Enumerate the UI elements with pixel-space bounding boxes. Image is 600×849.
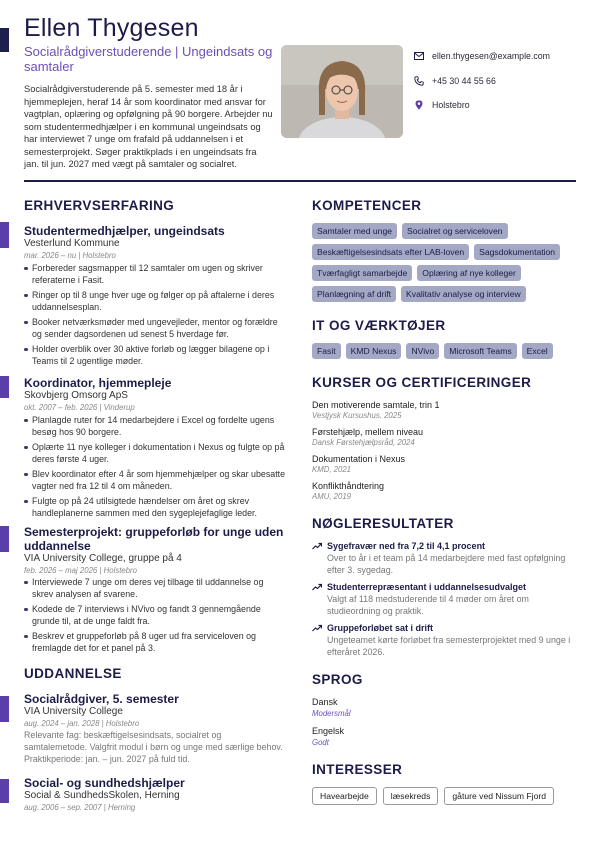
result-title-text: Gruppeforløbet sat i drift — [327, 623, 434, 633]
job-company: VIA University College, gruppe på 4 — [24, 553, 182, 564]
course-org: Dansk Førstehjælpsråd, 2024 — [312, 438, 415, 447]
language-name: Engelsk — [312, 726, 345, 736]
trending-up-icon — [312, 542, 322, 550]
education-school: Social & SundhedsSkolen, Herning — [24, 790, 180, 801]
job-bullet: Blev koordinator efter 4 år som hjemmehjælper og skar ubesatte vagter ned fra 12 til 4 om måneden. — [24, 468, 286, 492]
result-item — [312, 622, 582, 658]
job-company: Vesterlund Kommune — [24, 238, 120, 249]
courses-list — [312, 399, 582, 502]
education-desc: Relevante fag: beskæftigelsesindsats, socialret og samtalemetode. Valgfrit modul i børn og unge med særlige behov. Praktikperiode: jan. – jun. 2027 på fuld tid. — [24, 730, 283, 764]
envelope-icon — [414, 51, 424, 61]
left-column — [24, 198, 286, 813]
trending-up-icon — [312, 583, 322, 591]
result-title — [312, 540, 582, 552]
results-title: NØGLERESULTATER — [312, 516, 454, 531]
job-bullet: Ringer op til 8 unge hver uge og følger op på aftalerne i deres uddannelsesplan. — [24, 289, 286, 313]
courses-title: KURSER OG CERTIFICERINGER — [312, 375, 532, 390]
result-title — [312, 622, 582, 634]
skills-title: KOMPETENCER — [312, 198, 422, 213]
course-name: Konflikthåndtering — [312, 481, 385, 491]
job-entry — [24, 376, 286, 519]
job-meta: feb. 2026 – maj 2026 | Holstebro — [24, 566, 137, 575]
tool-tag: Microsoft Teams — [444, 343, 516, 359]
language-level: Modersmål — [312, 709, 351, 718]
job-accent-bar — [0, 222, 9, 248]
course-name: Dokumentation i Nexus — [312, 454, 406, 464]
interest-tag: Havearbejde — [312, 787, 377, 805]
interest-tag: gåture ved Nissum Fjord — [444, 787, 554, 805]
skill-tag: Beskæftigelsesindsats efter LAB-loven — [312, 244, 469, 260]
language-name: Dansk — [312, 697, 338, 707]
tool-tag: Fasit — [312, 343, 341, 359]
contact-phone[interactable] — [414, 69, 594, 94]
education-meta: aug. 2006 – sep. 2007 | Herning — [24, 803, 136, 812]
job-title: Studentermedhjælper, ungeindsats — [24, 224, 225, 238]
job-meta: okt. 2007 – feb. 2026 | Vinderup — [24, 403, 135, 412]
job-bullet: Oplærte 11 nye kolleger i dokumentation i Nexus og fulgte op på deres første 4 uger. — [24, 441, 286, 465]
interests-tags — [312, 787, 582, 805]
course-name: Den motiverende samtale, trin 1 — [312, 400, 440, 410]
skill-tag: Samtaler med unge — [312, 223, 397, 239]
education-title-text: Socialrådgiver, 5. semester — [24, 692, 179, 706]
skill-tag: Tværfagligt samarbejde — [312, 265, 412, 281]
results-list — [312, 540, 582, 658]
education-meta: aug. 2024 – jan. 2028 | Holstebro — [24, 719, 140, 728]
person-subtitle: Socialrådgiverstuderende | Ungeindsats og samtaler — [24, 44, 273, 74]
job-bullet: Fulgte op på 24 utilsigtede hændelser om året og skrev handleplanerne sammen med den sygeplejefaglige leder. — [24, 495, 286, 519]
skill-tag: Planlægning af drift — [312, 286, 396, 302]
interests-title: INTERESSER — [312, 762, 403, 777]
tools-tags — [312, 343, 582, 359]
language-item — [312, 725, 582, 748]
course-item — [312, 399, 582, 421]
right-column — [312, 198, 582, 805]
header-accent-bar — [0, 28, 9, 52]
job-bullet: Kodede de 7 interviews i NVivo og fandt 3 gennemgående grunde til, at de unge faldt fra. — [24, 603, 286, 627]
job-bullet: Booker netværksmøder med ungevejleder, mentor og forældre og sender dagsordenen ud senest 5 hverdage før. — [24, 316, 286, 340]
portrait-image-icon — [281, 45, 403, 138]
header-divider — [24, 180, 576, 182]
result-title-text: Sygefravær ned fra 7,2 til 4,1 procent — [327, 541, 486, 551]
result-item — [312, 540, 582, 576]
location-pin-icon — [414, 100, 424, 110]
education-title: UDDANNELSE — [24, 666, 122, 681]
result-desc: Ungeteamet kørte forløbet fra semesterprojektet med 9 unge i efteråret 2026. — [327, 635, 571, 657]
contact-block — [414, 44, 594, 118]
education-entry — [24, 776, 286, 813]
location-text: Holstebro — [432, 100, 470, 111]
result-desc: Valgt af 118 medstuderende til 4 møder om året om studieordning og praktik. — [327, 594, 529, 616]
job-bullet: Interviewede 7 unge om deres vej tilbage til uddannelse og skrev analysen af svarene. — [24, 576, 286, 600]
education-school: VIA University College — [24, 706, 123, 717]
person-name: Ellen Thygesen — [24, 14, 199, 42]
language-item — [312, 696, 582, 719]
language-level: Godt — [312, 738, 329, 747]
course-item — [312, 453, 582, 475]
interest-tag: læsekreds — [383, 787, 439, 805]
result-item — [312, 581, 582, 617]
skills-tags — [312, 223, 582, 302]
email-text: ellen.thygesen@example.com — [432, 51, 550, 62]
job-entry — [24, 525, 286, 654]
job-bullet: Forbereder sagsmapper til 12 samtaler om ugen og skriver referaterne i Fasit. — [24, 262, 286, 286]
contact-location — [414, 93, 594, 118]
result-desc: Over to år i et team på 14 medarbejdere med fast opfølgning efter 3. sygedag. — [327, 553, 566, 575]
course-org: AMU, 2019 — [312, 492, 352, 501]
education-entry — [24, 692, 286, 765]
job-accent-bar — [0, 376, 9, 398]
skill-tag: Socialret og serviceloven — [402, 223, 508, 239]
job-bullet: Planlagde ruter for 14 medarbejdere i Excel og fordelte ugens besøg hos 90 borgere. — [24, 414, 286, 438]
languages-title: SPROG — [312, 672, 363, 687]
tool-tag: Excel — [522, 343, 553, 359]
course-org: KMD, 2021 — [312, 465, 352, 474]
result-title-text: Studenterrepræsentant i uddannelsesudvalget — [327, 582, 527, 592]
phone-icon — [414, 76, 424, 86]
course-name: Førstehjælp, mellem niveau — [312, 427, 424, 437]
job-bullet: Beskrev et gruppeforløb på 8 uger ud fra serviceloven og fremlagde det for et panel på 3. — [24, 630, 286, 654]
edu-accent-bar — [0, 696, 9, 722]
edu-accent-bar — [0, 779, 9, 803]
tool-tag: KMD Nexus — [346, 343, 402, 359]
skill-tag: Oplæring af nye kolleger — [417, 265, 521, 281]
job-meta: mar. 2026 – nu | Holstebro — [24, 251, 116, 260]
course-org: Vestjysk Kursushus, 2025 — [312, 411, 402, 420]
course-item — [312, 426, 582, 448]
result-title — [312, 581, 582, 593]
tools-title: IT OG VÆRKTØJER — [312, 318, 446, 333]
job-bullet: Holder overblik over 30 aktive forløb og lægger bilagene op i Teams til 2 ugentlige møder. — [24, 343, 286, 367]
job-company: Skovbjerg Omsorg ApS — [24, 390, 128, 401]
profile-summary: Socialrådgiverstuderende på 5. semester med 18 år i hjemmeplejen, heraf 14 år som koordinator med ansvar for vagtplan, oplæring og opfølgning på 90 borgere. Arbejder nu som studentermedhjælper i en kommunal ungeindsats og har interviewet 7 unge om frafald på uddannelsen i et semesterprojekt. Søger praktikplads i en ungeindsats fra jan. til jun. 2027 med vægt på samtaler og socialret. — [24, 84, 273, 169]
job-entry — [24, 224, 286, 367]
job-bullets — [24, 576, 286, 654]
profile-photo — [281, 45, 403, 138]
skill-tag: Kvalitativ analyse og interview — [401, 286, 526, 302]
job-accent-bar — [0, 526, 9, 552]
job-bullets — [24, 414, 286, 519]
skill-tag: Sagsdokumentation — [474, 244, 560, 260]
job-title: Koordinator, hjemmepleje — [24, 376, 172, 390]
languages-list — [312, 696, 582, 748]
phone-text: +45 30 44 55 66 — [432, 75, 496, 86]
contact-email[interactable] — [414, 44, 594, 69]
course-item — [312, 480, 582, 502]
trending-up-icon — [312, 624, 322, 632]
job-title: Semesterprojekt: gruppeforløb for unge uden uddannelse — [24, 525, 284, 553]
experience-title: ERHVERVSERFARING — [24, 198, 175, 213]
tool-tag: NVivo — [406, 343, 439, 359]
header — [24, 14, 274, 171]
job-bullets — [24, 262, 286, 367]
education-title-text: Social- og sundhedshjælper — [24, 776, 185, 790]
